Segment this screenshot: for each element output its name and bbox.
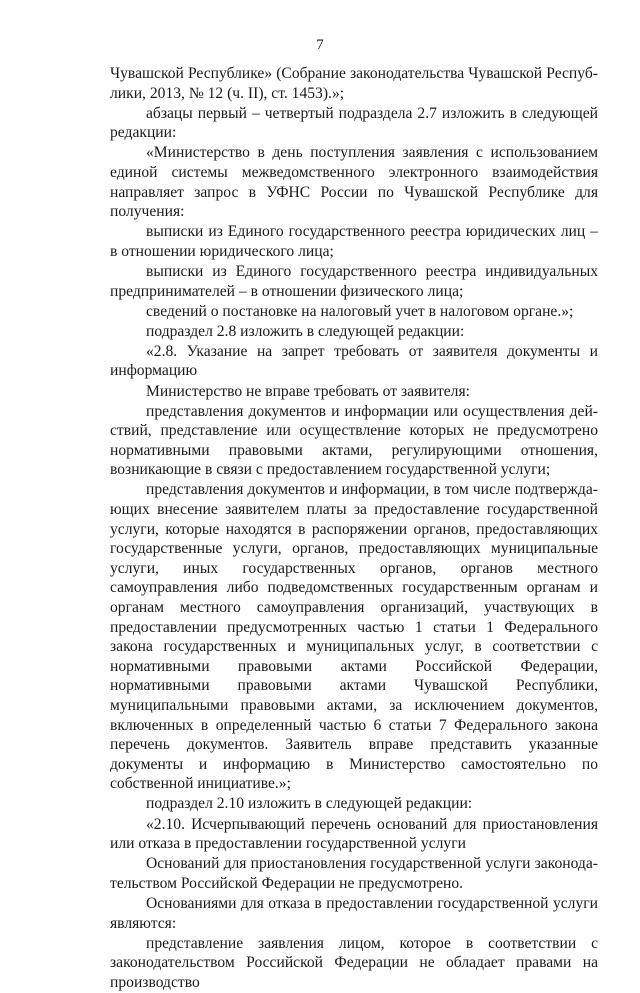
paragraph-refusal-grounds: Основаниями для отказа в предоставлении государственной услуги являются:	[110, 894, 598, 932]
paragraph-documents-not-required: представления документов и информации или осуществления действий, представление или осуществление которых не предусмотрено нормативными правовыми актами, регулирующими отношения, возникающие в связи с предоставлением государственной услуги;	[110, 402, 598, 479]
paragraph-amendment-2-7: абзацы первый – четвертый подраздела 2.7 изложить в следующей редакции:	[110, 104, 598, 142]
paragraph-ministry-not-entitled: Министерство не вправе требовать от заявителя:	[146, 382, 470, 400]
paragraph-documents-in-possession: представления документов и информации, в том числе подтверждающих внесение заявителем платы за предоставление государственной услуги, которые находятся в распоряжении органов, предоставляющих государственные услуги, органов, предоставляющих муниципальные услуги, иных государственных органов, органов местного самоуправления либо подведомственных государственным органам и органам местного самоуправления организаций, участвующих в предоставлении предусмотренных частью 1 статьи 1 Федерального закона государственных и муниципальных услуг, в соответствии с нормативными правовыми актами Российской Федерации, нормативными правовыми актами Чувашской Республики, муниципальными правовыми актами, за исключением документов, включенных в определенный частью 6 статьи 7 Федерального закона перечень документов. Заявитель вправе представить указанные документы и информацию в Министерство самостоятельно по собственной инициативе.»;	[110, 481, 598, 793]
paragraph-refusal-reason: представление заявления лицом, которое в соответствии с законодательством Российской Федерации не обладает правами на производство	[110, 934, 598, 991]
paragraph-no-suspension-grounds: Оснований для приостановления государственной услуги законодательством Российской Федерации не предусмотрено.	[110, 855, 598, 892]
paragraph-amendment-2-10: подраздел 2.10 изложить в следующей редакции:	[146, 795, 473, 813]
paragraph-tax-registration: сведений о постановке на налоговый учет в налоговом органе.»;	[146, 302, 574, 320]
paragraph-legal-entities-extract: выписки из Единого государственного реестра юридических лиц – в отношении юридического лица;	[110, 223, 598, 260]
paragraph-amendment-2-8: подраздел 2.8 изложить в следующей редакции:	[146, 322, 465, 340]
paragraph-continuation: Чувашской Республике» (Собрание законодательства Чувашской Республики, 2013, № 12 (ч. II), ст. 1453).»;	[110, 65, 598, 102]
page-number: 7	[316, 37, 324, 53]
section-heading-2-8: «2.8. Указание на запрет требовать от заявителя документы и информацию	[110, 342, 598, 380]
paragraph-entrepreneurs-extract: выписки из Единого государственного реестра индивидуальных предпринимателей – в отношении физического лица;	[110, 262, 598, 300]
document-body	[110, 64, 598, 993]
paragraph-ministry-request: «Министерство в день поступления заявления с использованием единой системы межведомственного электронного взаимодействия направляет запрос в УФНС России по Чувашской Республике для получения:	[110, 144, 598, 221]
section-heading-2-10: «2.10. Исчерпывающий перечень оснований для приостановления или отказа в предоставлении государственной услуги	[110, 815, 598, 853]
